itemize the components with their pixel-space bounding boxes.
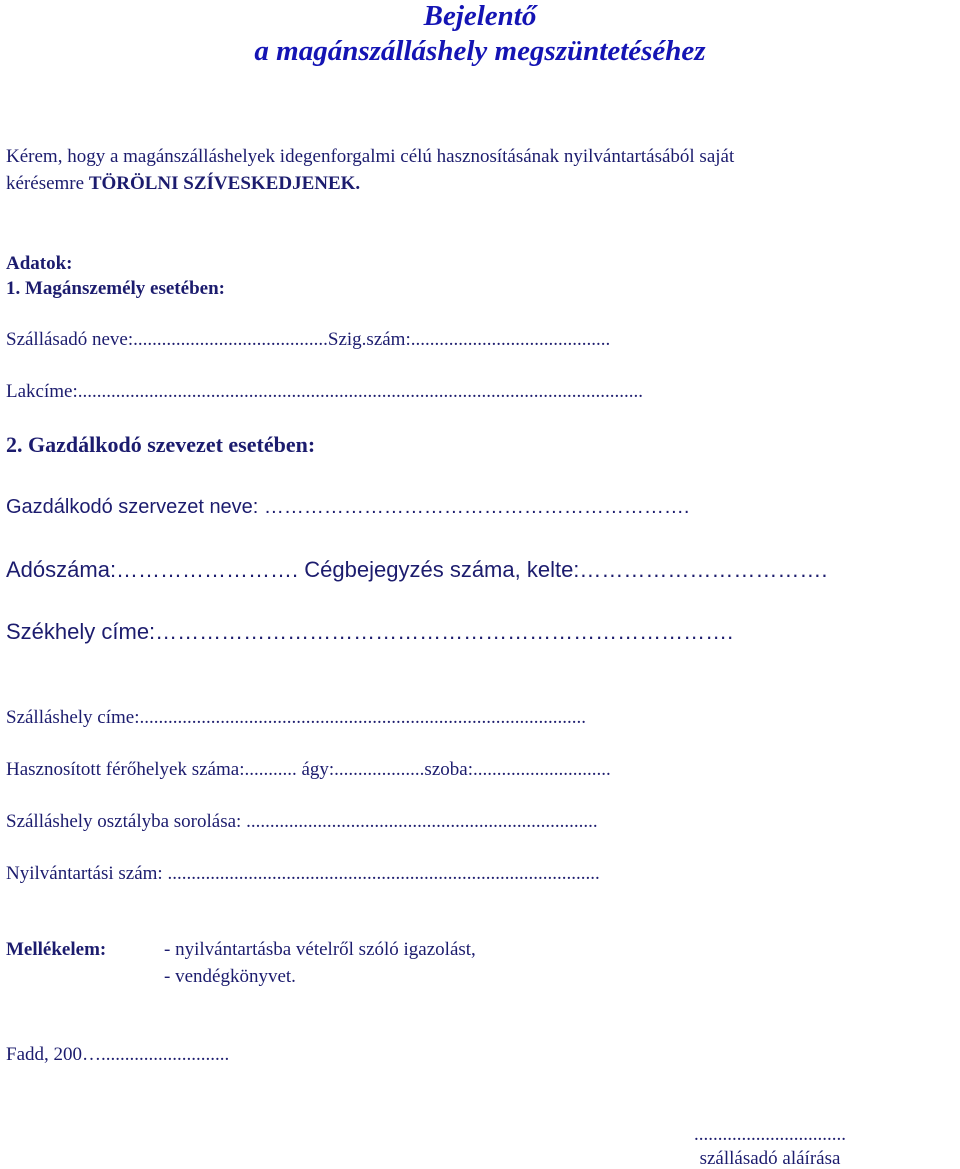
attachment-item: - vendégkönyvet.: [164, 966, 296, 987]
org-name-field: Gazdálkodó szervezet neve: ……………………………………………………….: [6, 496, 690, 518]
request-text-line1: Kérem, hogy a magánszálláshelyek idegenforgalmi célú hasznosításának nyilvántartásából saját: [6, 146, 735, 167]
request-text-emphasis: TÖRÖLNI SZÍVESKEDJENEK.: [88, 173, 361, 194]
registration-number-field: Nyilvántartási szám: ...........................................................................................: [6, 863, 600, 884]
request-text-prefix: kérésemre: [6, 173, 89, 194]
attachment-item: - nyilvántartásba vételről szóló igazolást,: [164, 939, 476, 960]
section1-heading: 1. Magánszemély esetében:: [6, 278, 225, 299]
signature-line: ................................: [694, 1124, 846, 1145]
host-name-field: Szállásadó neve:.........................................Szig.szám:..........................................: [6, 329, 611, 350]
address-field: Lakcíme:.......................................................................................................................: [6, 381, 643, 402]
lodging-address-field: Szálláshely címe:..............................................................................................: [6, 707, 586, 728]
attachments-label: Mellékelem:: [6, 939, 107, 960]
document-title-line2: a magánszálláshely megszüntetéséhez: [254, 35, 706, 67]
date-field: Fadd, 200…...........................: [6, 1044, 230, 1065]
capacity-field: Hasznosított férőhelyek száma:........... ágy:...................szoba:.............................: [6, 759, 611, 780]
tax-number-field: Adószáma:……………………. Cégbejegyzés száma, kelte:…………………………….: [6, 557, 828, 582]
classification-field: Szálláshely osztályba sorolása: ..........................................................................: [6, 811, 598, 832]
document-title-line1: Bejelentő: [423, 0, 537, 32]
signature-caption: szállásadó aláírása: [699, 1148, 841, 1169]
data-heading: Adatok:: [6, 253, 73, 274]
request-text-line2: [6, 174, 360, 193]
seat-address-field: Székhely címe:…………………………………………………………………….: [6, 619, 734, 644]
section2-heading: 2. Gazdálkodó szevezet esetében:: [6, 432, 316, 457]
